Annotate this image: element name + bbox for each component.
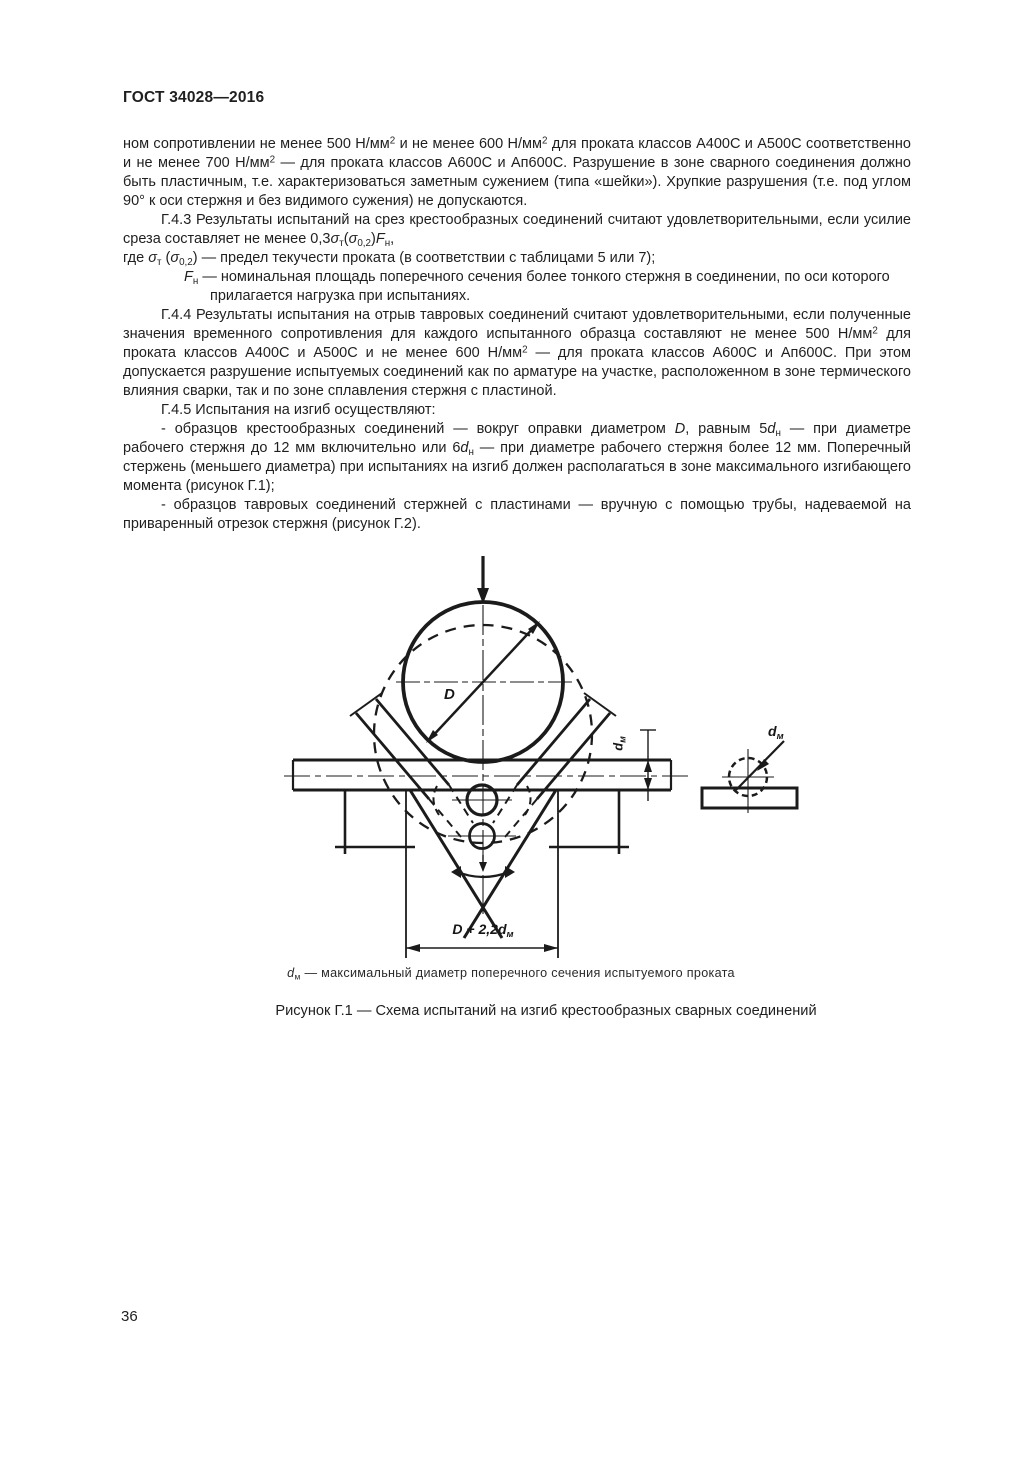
document-title: ГОСТ 34028—2016 bbox=[123, 89, 265, 106]
page-number: 36 bbox=[121, 1308, 138, 1325]
paragraph-where: где $\sigma_т$ $(\sigma_{0,2})$ — предел текучести проката (в соответствии с таблицами 5 или 7); bbox=[123, 250, 656, 268]
angle-dimension bbox=[451, 855, 515, 878]
paragraph-g45: Г.4.5 Испытания на изгиб осуществляют: bbox=[161, 402, 436, 418]
side-view-detail bbox=[702, 741, 797, 813]
paragraph-fn: $F_н$ — номинальная площадь поперечного сечения более тонкого стержня в соединении, по оси которого прилагается нагрузка при испытаниях. bbox=[184, 269, 890, 304]
paragraph: ном сопротивлении не менее 500 $Н/мм^2$ и не менее 600 $Н/мм^2$ для проката классов А400С и А500С соответственно и не менее 700 $Н/мм^2$ — для проката классов А600С и Ап600С. Разрушение в зоне сварного соединения должно быть пластичным, т.е. характеризоваться заметным сужением (типа «шейки»). Хрупкие разрушения (т.е. под углом 90° к оси стержня и без видимого сужения) не допускаются. bbox=[123, 135, 911, 209]
label-width-dimension: $D + 2,2d_м$ bbox=[452, 921, 514, 940]
paragraph-g44: Г.4.4 Результаты испытания на отрыв тавровых соединений считают удовлетворительными, если полученные значения временного сопротивления для каждого испытанного образца составляют не менее 500 $Н/мм^2$ для проката классов А400С и А500С и не менее 600 $Н/мм^2$ — для проката классов А600С и Ап600С. При этом допускается разрушение испытуемых соединений как по арматуре на участке, расположенном в зоне термического влияния сварки, так и по зоне сплавления стержня с пластиной. bbox=[123, 307, 911, 399]
force-arrow bbox=[477, 556, 489, 604]
paragraph-cross-bend: - образцов крестообразных соединений — вокруг оправки диаметром D, равным $5d_н$ — при диаметре рабочего стержня до 12 мм включительно или $6d_н$ — при диаметре рабочего стержня более 12 мм. Поперечный стержень (меньшего диаметра) при испытаниях на изгиб должен располагаться в зоне максимального изгибающего момента (рисунок Г.1); bbox=[123, 421, 911, 494]
figure-caption: Рисунок Г.1 — Схема испытаний на изгиб крестообразных сварных соединений bbox=[275, 1003, 817, 1019]
label-bar-thickness: $d_м$ bbox=[610, 736, 628, 751]
paragraph-g43: Г.4.3 Результаты испытаний на срез крестообразных соединений считают удовлетворительными, если усилие среза составляет не менее $0,3\sigma_т(\sigma_{0,2})F_н$, bbox=[123, 212, 911, 249]
body-text bbox=[123, 135, 911, 534]
label-mandrel-diameter: D bbox=[444, 686, 455, 703]
figure-g1-diagram bbox=[280, 548, 810, 964]
label-detail-diameter: $d_м$ bbox=[768, 723, 784, 742]
figure-g1 bbox=[280, 548, 810, 964]
figure-legend: $d_м$ — максимальный диаметр поперечного сечения испытуемого проката bbox=[287, 966, 735, 982]
paragraph-tee-bend: - образцов тавровых соединений стержней с пластинами — вручную с помощью трубы, надеваемой на приваренный отрезок стержня (рисунок Г.2). bbox=[123, 497, 911, 532]
